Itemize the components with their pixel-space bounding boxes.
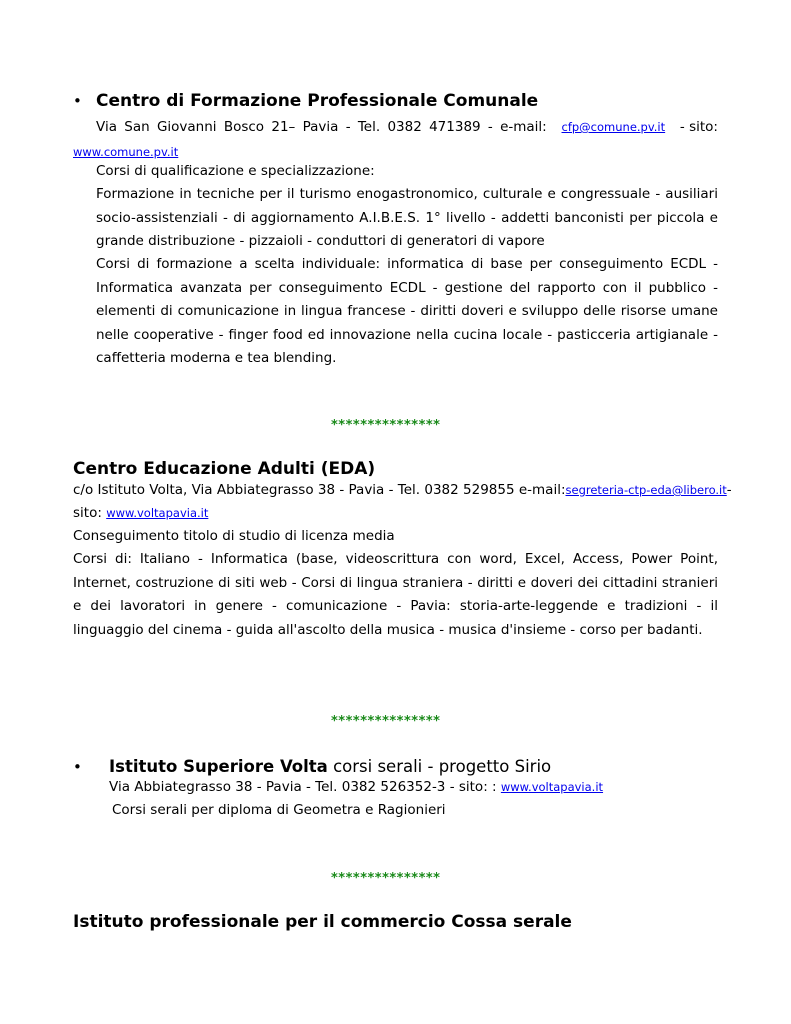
separator-3: *************** (331, 871, 441, 886)
eda-address-line (73, 479, 732, 503)
volta-title (109, 757, 551, 776)
eda-site-line (73, 502, 208, 526)
volta-courses: Corsi serali per diploma di Geometra e Ragionieri (112, 802, 446, 818)
cfp-email-link[interactable]: cfp@comune.pv.it (561, 120, 666, 134)
volta-site-link[interactable]: www.voltapavia.it (500, 780, 604, 794)
cfp-courses-text: Formazione in tecniche per il turismo enogastronomico, culturale e congressuale - ausiliari socio-assistenziali - di aggiornamento A.I.B.E.S. 1° livello - addetti banconisti per piccola e grande distribuzione - pizzaioli - conduttori di generatori di vapore (96, 186, 718, 249)
cfp-address: Via San Giovanni Bosco 21– Pavia - Tel. 0382 471389 - e-mail: (96, 119, 547, 135)
separator-1: *************** (331, 418, 441, 433)
cfp-site-link[interactable]: www.comune.pv.it (73, 145, 179, 159)
eda-title: Centro Educazione Adulti (EDA) (73, 459, 376, 479)
separator-2: *************** (331, 714, 441, 729)
cfp-title: Centro di Formazione Professionale Comunale (96, 91, 539, 111)
volta-title-rest: corsi serali - progetto Sirio (327, 757, 552, 776)
bullet-volta: • (73, 758, 82, 776)
cfp-address-line (96, 116, 718, 140)
cfp-courses-heading: Corsi di qualificazione e specializzazione: (96, 163, 375, 179)
volta-address-line (109, 776, 603, 800)
eda-site-label: sito: (73, 505, 102, 521)
volta-title-bold: Istituto Superiore Volta (109, 757, 328, 776)
cossa-title: Istituto professionale per il commercio Cossa serale (73, 912, 572, 932)
eda-achievement: Conseguimento titolo di studio di licenza media (73, 528, 395, 544)
cfp-individual-courses: Corsi di formazione a scelta individuale: informatica di base per conseguimento ECDL - Informatica avanzata per conseguimento ECDL - gestione del rapporto con il pubblico - elementi di comunicazione in lingua francese - diritti doveri e sviluppo delle risorse umane nelle cooperative - finger food ed innovazione nella cucina locale - pasticceria artigianale - caffetteria moderna e tea blending. (96, 256, 718, 366)
bullet-cfp: • (73, 92, 82, 110)
eda-site-link[interactable]: www.voltapavia.it (106, 506, 209, 520)
cfp-site-label: - sito: (679, 119, 718, 135)
eda-email-link[interactable]: segreteria-ctp-eda@libero.it (565, 483, 727, 497)
volta-address: Via Abbiategrasso 38 - Pavia - Tel. 0382 526352-3 - sito: : (109, 779, 497, 795)
eda-dash: - (726, 482, 732, 498)
eda-address: c/o Istituto Volta, Via Abbiategrasso 38 - Pavia - Tel. 0382 529855 e-mail: (73, 482, 566, 498)
eda-courses-text: Corsi di: Italiano - Informatica (base, videoscrittura con word, Excel, Access, Power Point, Internet, costruzione di siti web - Corsi di lingua straniera - diritti e doveri dei cittadini stranieri e dei lavoratori in genere - comunicazione - Pavia: storia-arte-leggende e tradizioni - il linguaggio del cinema - guida all'ascolto della musica - musica d'insieme - corso per badanti. (73, 551, 718, 638)
